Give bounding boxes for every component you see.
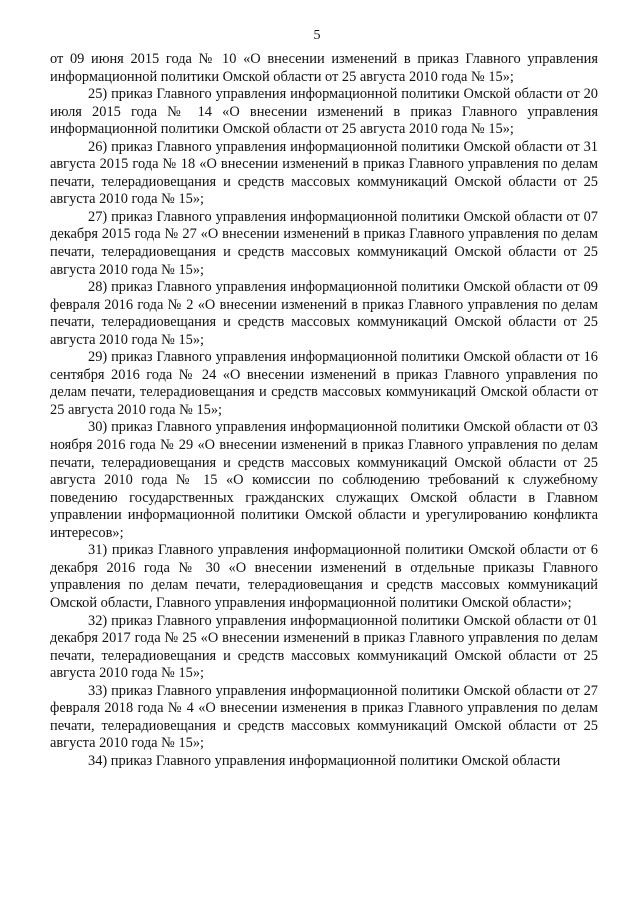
paragraph-item-28: 28) приказ Главного управления информационной политики Омской области от 09 февраля 2016 года № 2 «О внесении изменений в приказ Главного управления по делам печати, телерадиовещания и средств массовых коммуникаций Омской области от 25 августа 2010 года № 15»;	[50, 279, 598, 348]
paragraph-item-29: 29) приказ Главного управления информационной политики Омской области от 16 сентября 2016 года № 24 «О внесении изменений в приказ Главного управления по делам печати, телерадиовещания и средств массовых коммуникаций Омской области от 25 августа 2010 года № 15»;	[50, 349, 598, 418]
paragraph-item-25: 25) приказ Главного управления информационной политики Омской области от 20 июля 2015 года № 14 «О внесении изменений в приказ Главного управления информационной политики Омской области от 25 августа 2010 года № 15»;	[50, 86, 598, 138]
paragraph-continuation: от 09 июня 2015 года № 10 «О внесении изменений в приказ Главного управления информационной политики Омской области от 25 августа 2010 года № 15»;	[50, 51, 598, 85]
paragraph-item-31: 31) приказ Главного управления информационной политики Омской области от 6 декабря 2016 года № 30 «О внесении изменений в отдельные приказы Главного управления по делам печати, телерадиовещания и средств массовых коммуникаций Омской области, Главного управления информационной политики Омской области»;	[50, 542, 598, 611]
paragraph-item-30: 30) приказ Главного управления информационной политики Омской области от 03 ноября 2016 года № 29 «О внесении изменений в приказ Главного управления по делам печати, телерадиовещания и средств массовых коммуникаций Омской области от 25 августа 2010 года № 15 «О комиссии по соблюдению требований к служебному поведению государственных гражданских служащих Омской области в Главном управлении информационной политики Омской области и урегулированию конфликта интересов»;	[50, 419, 598, 541]
document-body	[50, 51, 598, 770]
page-number: 5	[313, 28, 321, 43]
paragraph-item-33: 33) приказ Главного управления информационной политики Омской области от 27 февраля 2018 года № 4 «О внесении изменения в приказ Главного управления по делам печати, телерадиовещания и средств массовых коммуникаций Омской области от 25 августа 2010 года № 15»;	[50, 682, 598, 752]
paragraph-item-27: 27) приказ Главного управления информационной политики Омской области от 07 декабря 2015 года № 27 «О внесении изменений в приказ Главного управления по делам печати, телерадиовещания и средств массовых коммуникаций Омской области от 25 августа 2010 года № 15»;	[50, 208, 598, 278]
paragraph-item-34: 34) приказ Главного управления информационной политики Омской области	[88, 752, 561, 769]
paragraph-item-32: 32) приказ Главного управления информационной политики Омской области от 01 декабря 2017 года № 25 «О внесении изменений в приказ Главного управления по делам печати, телерадиовещания и средств массовых коммуникаций Омской области от 25 августа 2010 года № 15»;	[50, 612, 598, 682]
paragraph-item-26: 26) приказ Главного управления информационной политики Омской области от 31 августа 2015 года № 18 «О внесении изменений в приказ Главного управления по делам печати, телерадиовещания и средств массовых коммуникаций Омской области от 25 августа 2010 года № 15»;	[50, 138, 598, 208]
